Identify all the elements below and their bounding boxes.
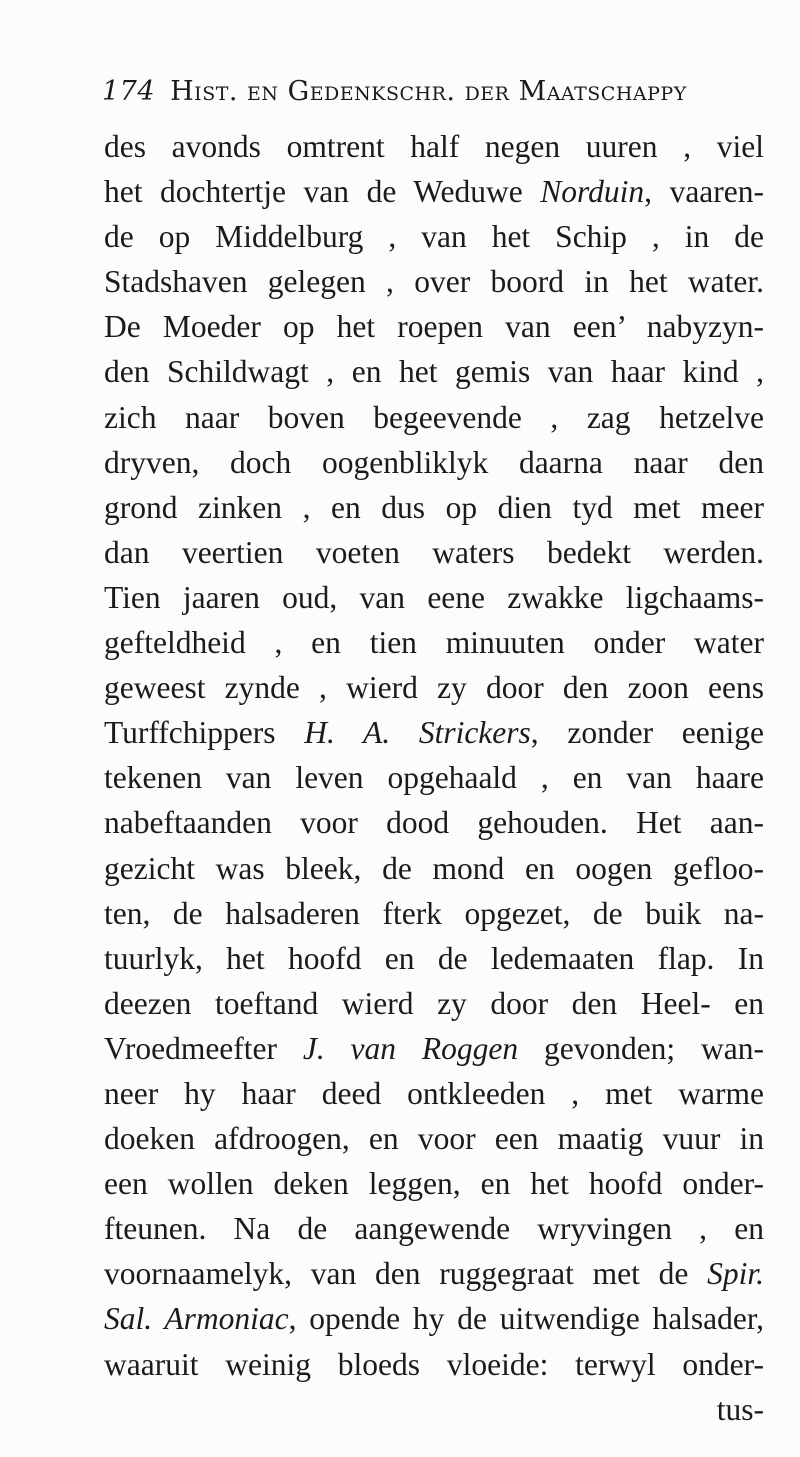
text-line: [104, 1161, 764, 1206]
text-run: gevonden; wan-: [518, 1030, 764, 1066]
text-line: [104, 124, 764, 169]
text-line: [104, 1251, 764, 1296]
text-line: [104, 304, 764, 349]
text-run: des avonds omtrent half negen uuren , viel: [104, 129, 764, 164]
text-run: voornaamelyk, van den ruggegraat met de: [104, 1256, 708, 1292]
text-run: Vroedmeefter: [104, 1030, 303, 1066]
text-line: [104, 214, 764, 259]
text-run: fteunen. Na de aangewende wryvingen , en: [104, 1211, 764, 1247]
text-run: neer hy haar deed ontkleeden , met warme: [104, 1075, 764, 1111]
text-line: [104, 755, 764, 800]
running-header: [102, 76, 792, 116]
text-run: tuurlyk, het hoofd en de ledemaaten flap. In: [104, 940, 764, 976]
italic-run: J. van Roggen: [302, 1030, 519, 1066]
text-run: Turffchippers: [104, 715, 305, 751]
text-line: [104, 981, 764, 1026]
text-run: De Moeder op het roepen van een’ nabyzyn-: [104, 309, 764, 345]
text-run: , zonder eenige: [530, 715, 764, 751]
text-line: [104, 620, 764, 665]
italic-run: Sal. Armoniac: [104, 1301, 289, 1337]
text-run: de op Middelburg , van het Schip , in de: [104, 219, 764, 255]
text-line: [104, 530, 764, 575]
text-line: [104, 1206, 764, 1251]
text-line: [104, 440, 764, 485]
text-line: [104, 1387, 764, 1432]
body-text: [104, 124, 764, 1432]
text-run: , vaaren-: [644, 174, 764, 210]
italic-run: Spir.: [707, 1256, 764, 1292]
text-run: tekenen van leven opgehaald , en van haare: [104, 760, 764, 796]
text-line: [104, 259, 764, 304]
text-run: nabeftaanden voor dood gehouden. Het aan-: [104, 805, 764, 841]
text-run: doeken afdroogen, en voor een maatig vuur in: [104, 1121, 764, 1157]
text-run: gefteldheid , en tien minuuten onder water: [104, 625, 764, 661]
text-run: deezen toeftand wierd zy door den Heel- en: [104, 985, 764, 1021]
text-line: [104, 1071, 764, 1116]
text-line: [104, 349, 764, 394]
text-line: [104, 485, 764, 530]
text-line: [104, 665, 764, 710]
running-title: Hist. en Gedenkschr. der Maatschappy: [170, 76, 687, 107]
text-line: [104, 1342, 764, 1387]
text-line: [104, 395, 764, 440]
page-number: 174: [102, 76, 156, 107]
text-run: grond zinken , en dus op dien tyd met meer: [104, 489, 764, 525]
text-line: [104, 575, 764, 620]
text-line: [104, 1116, 764, 1161]
italic-run: H. A. Strickers: [304, 715, 531, 751]
text-run: , opende hy de uitwendige halsader,: [288, 1301, 764, 1337]
text-run: geweest zynde , wierd zy door den zoon eens: [104, 670, 764, 706]
text-line: [104, 891, 764, 936]
text-line: [104, 800, 764, 845]
text-run: dan veertien voeten waters bedekt werden.: [104, 534, 764, 570]
text-run: gezicht was bleek, de mond en oogen gefloo-: [104, 850, 764, 886]
text-run: zich naar boven begeevende , zag hetzelve: [104, 399, 764, 435]
text-run: tus-: [716, 1391, 764, 1427]
text-line: [104, 710, 764, 755]
text-line: [104, 846, 764, 891]
text-run: dryven, doch oogenbliklyk daarna naar den: [104, 444, 764, 480]
italic-run: Norduin: [540, 174, 645, 210]
text-line: [104, 169, 764, 214]
text-run: Tien jaaren oud, van eene zwakke ligchaams-: [104, 579, 764, 615]
text-run: Stadshaven gelegen , over boord in het water.: [104, 264, 764, 300]
text-run: waaruit weinig bloeds vloeide: terwyl onder-: [104, 1346, 764, 1382]
text-run: het dochtertje van de Weduwe: [104, 174, 541, 210]
text-run: een wollen deken leggen, en het hoofd onder-: [104, 1166, 764, 1202]
text-run: ten, de halsaderen fterk opgezet, de buik na-: [104, 895, 764, 931]
text-line: [104, 1026, 764, 1071]
text-line: [104, 936, 764, 981]
text-line: [104, 1296, 764, 1341]
text-run: den Schildwagt , en het gemis van haar kind ,: [104, 354, 764, 390]
